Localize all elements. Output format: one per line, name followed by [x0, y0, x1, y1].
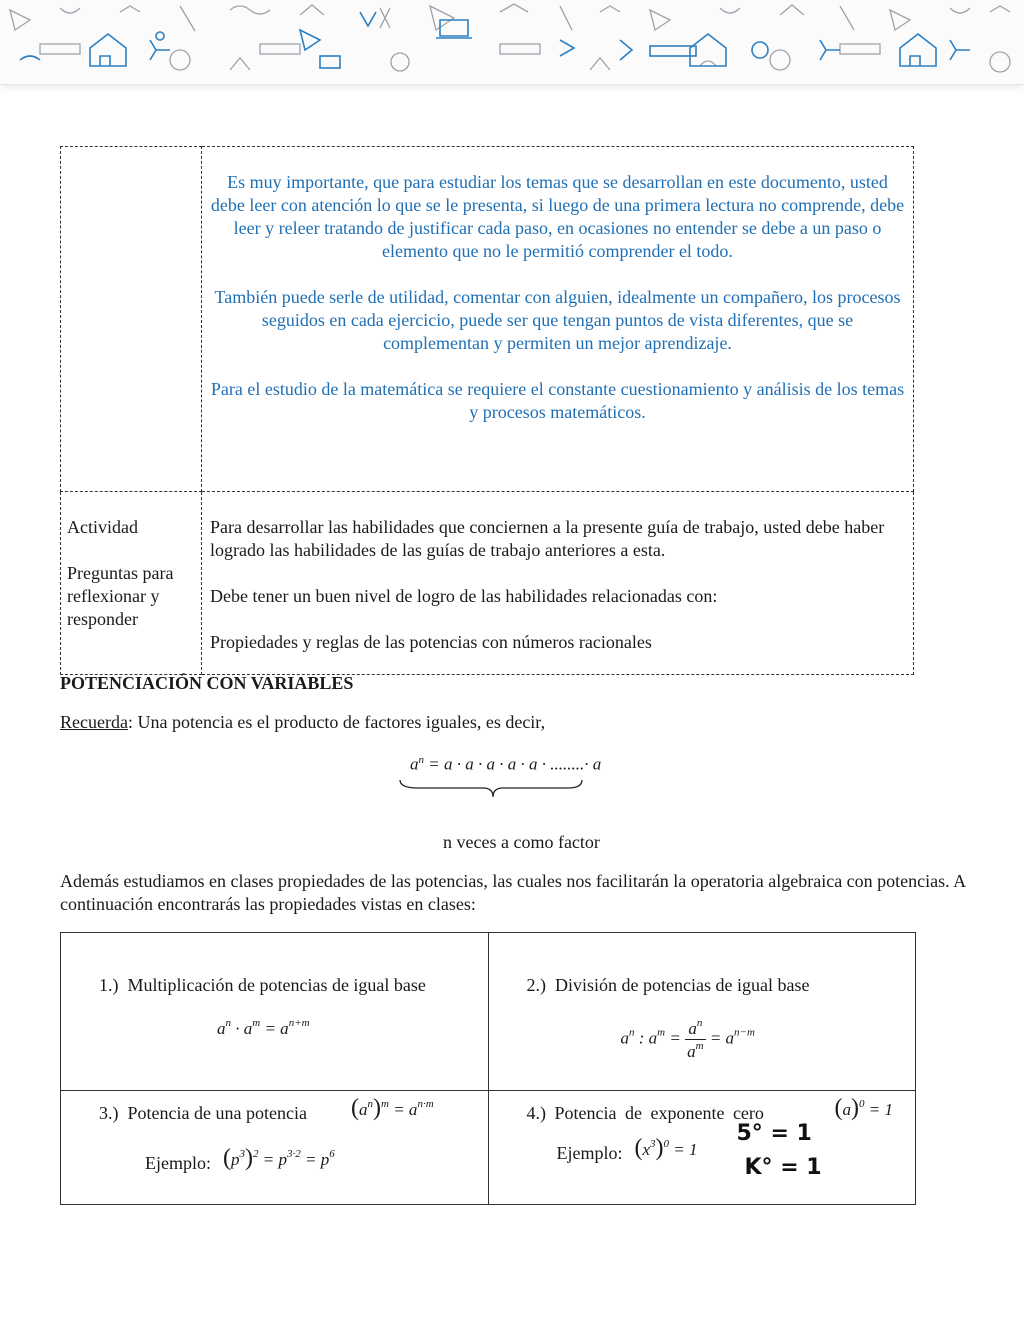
product-rule-formula: $a^n \cdot a^m = a^{n+m}$	[217, 1017, 310, 1038]
property-cell-3	[61, 1091, 489, 1205]
brace-caption: n veces a como factor	[443, 832, 600, 852]
intro-left-cell	[61, 147, 202, 492]
recuerda-text: : Una potencia es el producto de factores iguales, es decir,	[127, 712, 546, 732]
intro-text-cell	[202, 147, 914, 492]
intro-paragraph-2: También puede serle de utilidad, comentar con alguien, idealmente un compañero, los procesos seguidos en cada ejercicio, puede ser que tengan puntos de vista diferentes, que se complementan y permiten un mejor aprendizaje.	[214, 287, 901, 353]
activity-label: Actividad	[67, 517, 138, 537]
formula-exponent: n	[418, 754, 424, 766]
underbrace-icon	[398, 778, 588, 800]
property-title-1: 1.) Multiplicación de potencias de igual base	[99, 975, 426, 995]
recuerda-line	[60, 712, 545, 733]
activity-paragraph-3: Propiedades y reglas de las potencias con números racionales	[210, 632, 652, 652]
intro-paragraph-3: Para el estudio de la matemática se requiere el constante cuestionamiento y análisis de los temas y procesos matemáticos.	[210, 379, 905, 422]
activity-label-cell	[61, 492, 202, 675]
properties-intro: Además estudiamos en clases propiedades de las potencias, las cuales nos facilitarán la operatoria algebraica con potencias. A continuación encontrarás las propiedades vistas en clases:	[60, 871, 966, 914]
power-of-power-example: $(p^3)^2 = p^{3\cdot 2} = p^6$	[223, 1145, 335, 1171]
section-title: POTENCIACIÓN CON VARIABLES	[60, 673, 354, 693]
property-cell-2	[488, 933, 916, 1091]
activity-paragraph-1: Para desarrollar las habilidades que conciernen a la presente guía de trabajo, usted debe haber logrado las habilidades de las guías de trabajo anteriores a esta.	[210, 517, 885, 560]
property-title-3: 3.) Potencia de una potencia	[99, 1103, 307, 1123]
questions-label: Preguntas para reflexionar y responder	[67, 563, 174, 629]
example-label-3: Ejemplo:	[145, 1153, 211, 1173]
properties-table	[60, 932, 916, 1205]
handwritten-note-2: K° = 1	[744, 1155, 822, 1180]
property-cell-1	[61, 933, 489, 1091]
formula-base: a	[410, 754, 419, 774]
school-doodle-pattern-icon	[0, 0, 1024, 84]
recuerda-label: Recuerda	[60, 712, 128, 732]
quotient-rule-formula: $a^n$ : $a^m$ = $\frac{a^n}{a^m}$ = $a^{n-m}$	[620, 1017, 755, 1061]
zero-exponent-formula: $(a)^0 = 1$	[834, 1095, 893, 1121]
property-title-4: 4.) Potencia de exponente cero	[526, 1103, 764, 1123]
power-of-power-formula: $(a^n)^m = a^{n\cdot m}$	[351, 1095, 434, 1121]
example-label-4: Ejemplo:	[556, 1143, 623, 1163]
handwritten-note-1: 5° = 1	[736, 1121, 812, 1146]
property-cell-4	[488, 1091, 916, 1205]
intro-table	[60, 146, 914, 675]
activity-text-cell	[202, 492, 914, 675]
activity-paragraph-2: Debe tener un buen nivel de logro de las habilidades relacionadas con:	[210, 586, 718, 606]
zero-exponent-example: $(x^3)^0 = 1$	[634, 1135, 698, 1161]
header-banner	[0, 0, 1024, 85]
intro-paragraph-1: Es muy importante, que para estudiar los temas que se desarrollan en este documento, usted debe leer con atención lo que se le presenta, si luego de una primera lectura no comprende, debe leer y releer tratando de justificar cada paso, en ocasiones no entender se debe a un paso o elemento que no le permitió comprender el todo.	[210, 172, 905, 261]
property-title-2: 2.) División de potencias de igual base	[526, 975, 810, 995]
formula-product: = a · a · a · a · a · ........· a	[428, 754, 602, 774]
